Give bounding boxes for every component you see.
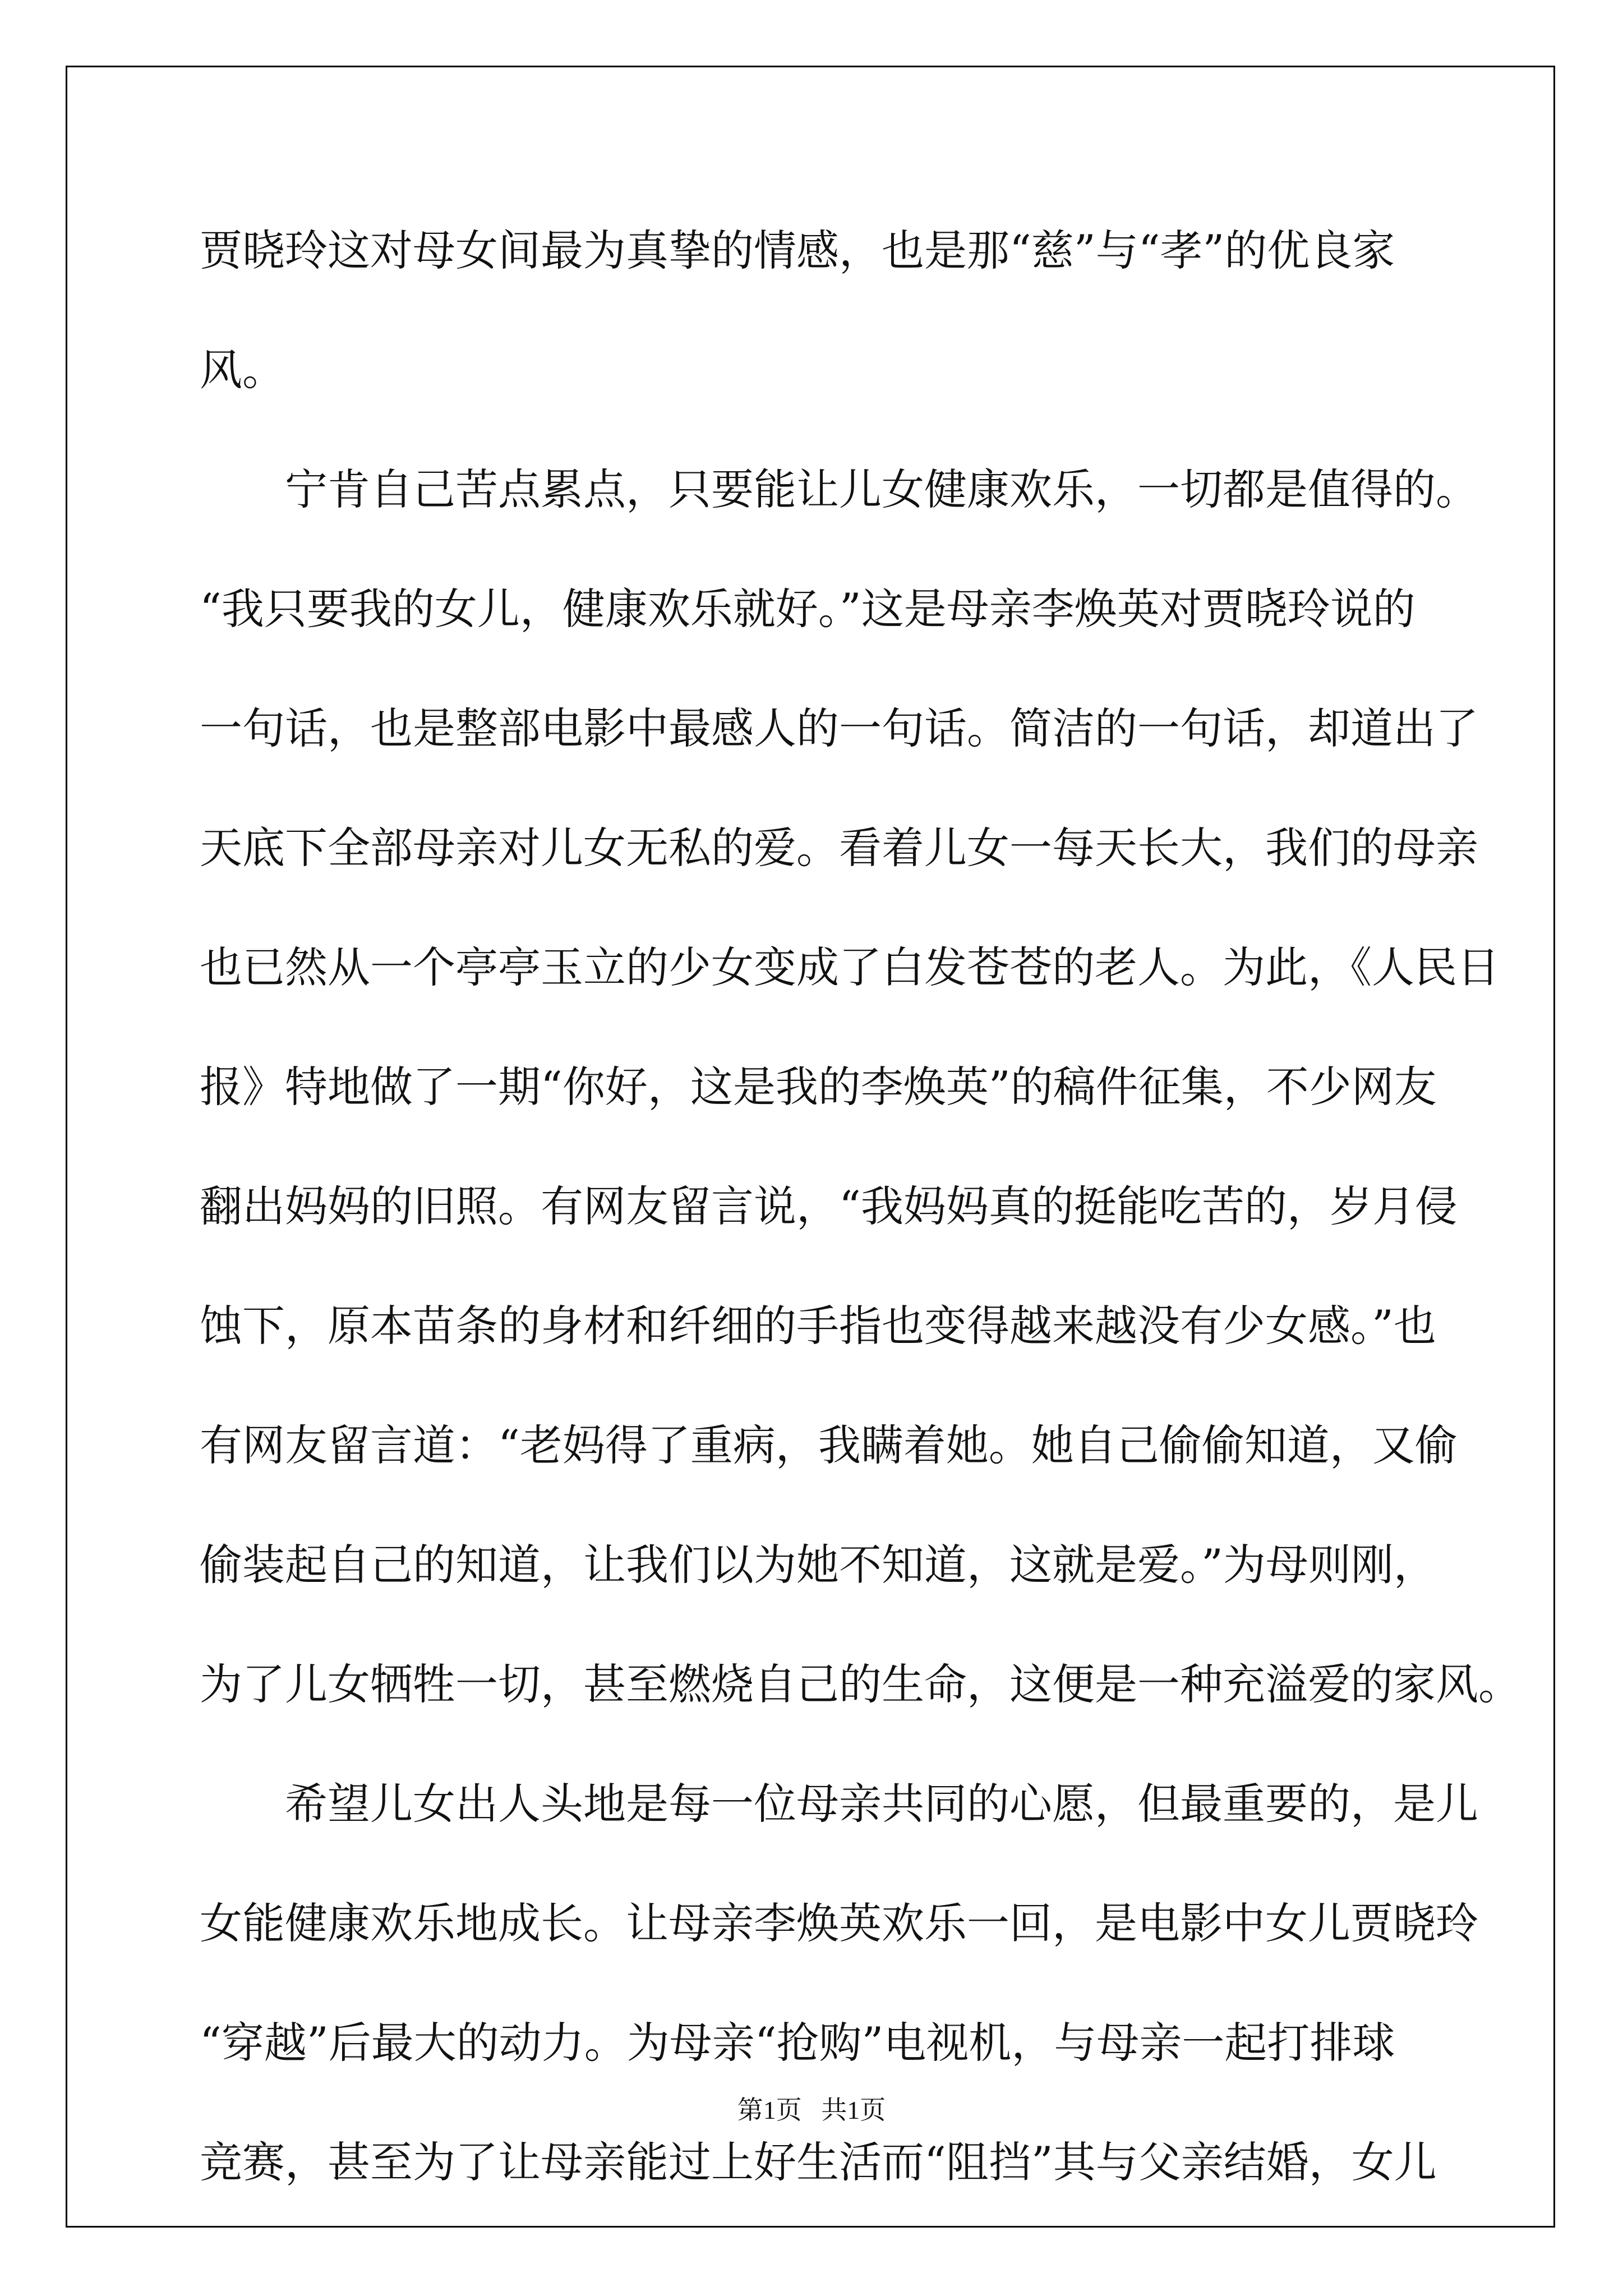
text-line: “穿越”后最大的动力。为母亲“抢购”电视机，与母亲一起打排球 xyxy=(200,2018,1395,2068)
text-line: 为了儿女牺牲一切，甚至燃烧自己的生命，这便是一种充溢爱的家风。 xyxy=(200,1659,1521,1709)
page-number-footer: 第1页 共1页 xyxy=(737,2096,886,2124)
text-line: 竞赛，甚至为了让母亲能过上好生活而“阻挡”其与父亲结婚，女儿 xyxy=(200,2137,1437,2187)
text-line: 也已然从一个亭亭玉立的少女变成了白发苍苍的老人。为此，《人民日 xyxy=(200,942,1500,992)
text-line: “我只要我的女儿，健康欢乐就好。”这是母亲李焕英对贾晓玲说的 xyxy=(200,584,1415,634)
paragraph-start-line: 宁肯自己苦点累点，只要能让儿女健康欢乐，一切都是值得的。 xyxy=(285,464,1478,514)
text-line: 蚀下，原本苗条的身材和纤细的手指也变得越来越没有少女感。”也 xyxy=(200,1301,1436,1351)
text-line: 翻出妈妈的旧照。有网友留言说，“我妈妈真的挺能吃苦的，岁月侵 xyxy=(200,1181,1458,1231)
text-line: 偷装起自己的知道，让我们以为她不知道，这就是爱。”为母则刚， xyxy=(200,1540,1436,1590)
text-line: 报》特地做了一期“你好，这是我的李焕英”的稿件征集，不少网友 xyxy=(200,1062,1437,1112)
paragraph-start-line: 希望儿女出人头地是每一位母亲共同的心愿，但最重要的，是儿 xyxy=(285,1779,1478,1829)
text-line: 风。 xyxy=(200,345,285,395)
text-line: 女能健康欢乐地成长。让母亲李焕英欢乐一回，是电影中女儿贾晓玲 xyxy=(200,1898,1478,1948)
text-line: 有网友留言道：“老妈得了重病，我瞒着她。她自己偷偷知道，又偷 xyxy=(200,1420,1458,1470)
document-body xyxy=(200,214,1521,2246)
text-line: 一句话，也是整部电影中最感人的一句话。简洁的一句话，却道出了 xyxy=(200,703,1478,753)
text-line: 贾晓玲这对母女间最为真挚的情感，也是那“慈”与“孝”的优良家 xyxy=(200,226,1395,275)
text-line: 天底下全部母亲对儿女无私的爱。看着儿女一每天长大，我们的母亲 xyxy=(200,823,1478,873)
